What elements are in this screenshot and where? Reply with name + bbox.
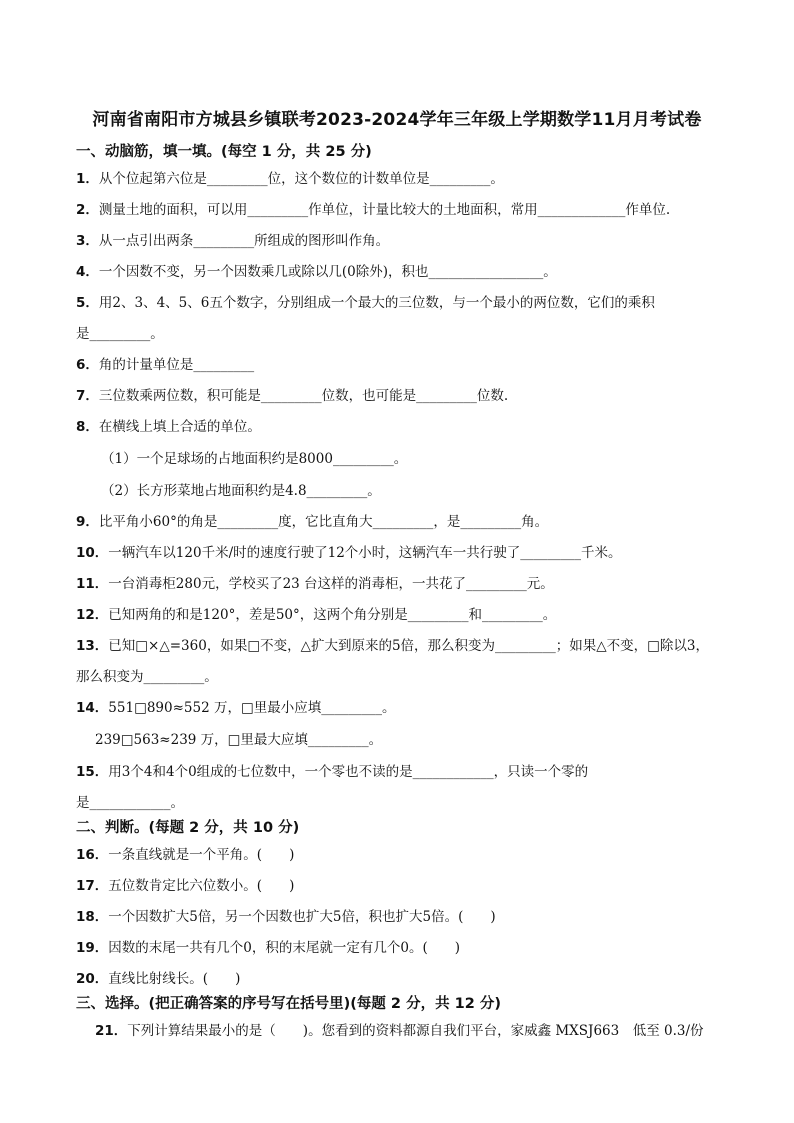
question-10 (76, 541, 622, 561)
question-text: 是_________。 (76, 326, 164, 342)
question-15 (76, 760, 588, 780)
question-text: 用2、3、4、5、6五个数字，分别组成一个最大的三位数，与一个最小的两位数，它们的乘积 (98, 295, 655, 311)
question-text: 三位数乘两位数，积可能是_________位数，也可能是_________位数. (98, 388, 509, 404)
question-text: 用3个4和4个0组成的七位数中，一个零也不读的是____________，只读一个零的 (108, 764, 589, 780)
question-number: 9． (76, 514, 99, 530)
question-15-continued (76, 791, 184, 811)
question-5-continued (76, 322, 164, 342)
question-14 (76, 696, 395, 716)
question-1 (76, 167, 504, 187)
question-17 (76, 874, 294, 894)
question-number: 7． (76, 388, 99, 404)
question-number: 3． (76, 233, 99, 249)
section-heading-judgement: 二、判断。(每题 2 分，共 10 分) (76, 820, 300, 836)
question-text: 角的计量单位是_________ (98, 357, 255, 373)
section-heading-choice: 三、选择。(把正确答案的序号写在括号里)(每题 2 分，共 12 分) (76, 996, 501, 1012)
question-number: 8． (76, 419, 99, 435)
question-21 (95, 1019, 704, 1039)
question-number: 21． (95, 1023, 128, 1039)
question-text: 一个因数不变，另一个因数乘几或除以几(0除外)，积也_________________。 (98, 264, 557, 280)
question-number: 19． (76, 940, 109, 956)
question-number: 10． (76, 545, 109, 561)
question-text: 下列计算结果最小的是（ )。您看到的资料都源自我们平台，家威鑫 MXSJ663 低至 0.3/份 (127, 1023, 704, 1039)
question-8 (76, 415, 261, 435)
question-4 (76, 260, 557, 280)
page-title: 河南省南阳市方城县乡镇联考2023-2024学年三年级上学期数学11月月考试卷 (92, 110, 702, 130)
section-heading-fill-in: 一、动脑筋，填一填。(每空 1 分，共 25 分) (76, 144, 372, 160)
question-number: 6． (76, 357, 99, 373)
question-text: 测量土地的面积，可以用_________作单位，计量比较大的土地面积，常用_____________作单位. (98, 202, 671, 218)
question-text: 五位数肯定比六位数小。( ) (108, 878, 295, 894)
question-2 (76, 198, 670, 218)
question-16 (76, 843, 294, 863)
question-number: 4． (76, 264, 99, 280)
question-13-continued (76, 665, 218, 685)
question-14-continued (95, 728, 382, 748)
question-text: 已知□×△=360，如果□不变，△扩大到原来的5倍，那么积变为_________；如果△不变，□除以3， (108, 638, 710, 654)
question-number: 17． (76, 878, 109, 894)
question-20 (76, 967, 240, 987)
question-number: 5． (76, 295, 99, 311)
question-number: 1． (76, 171, 99, 187)
question-11 (76, 572, 554, 592)
question-text: 一台消毒柜280元，学校买了23 台这样的消毒柜，一共花了_________元。 (108, 576, 554, 592)
question-number: 11． (76, 576, 109, 592)
question-text: 从个位起第六位是_________位，这个数位的计数单位是_________。 (98, 171, 504, 187)
question-13 (76, 634, 709, 654)
question-text: 从一点引出两条_________所组成的图形叫作角。 (98, 233, 390, 249)
question-text: 一个因数扩大5倍，另一个因数也扩大5倍，积也扩大5倍。( ) (108, 909, 496, 925)
question-text: 551□890≈552 万，□里最小应填_________。 (108, 700, 396, 716)
question-3 (76, 229, 389, 249)
question-text: （1）一个足球场的占地面积约是8000_________。 (101, 451, 408, 467)
question-8-part-1 (101, 447, 407, 467)
question-18 (76, 905, 496, 925)
question-number: 13． (76, 638, 109, 654)
question-number: 15． (76, 764, 109, 780)
question-number: 20． (76, 971, 109, 987)
question-text: 已知两角的和是120°，差是50°，这两个角分别是_________和_________。 (108, 607, 557, 623)
question-12 (76, 603, 556, 623)
question-number: 14． (76, 700, 109, 716)
question-8-part-2 (101, 479, 381, 499)
question-number: 16． (76, 847, 109, 863)
question-6 (76, 353, 254, 373)
question-text: 比平角小60°的角是_________度，它比直角大_________，是_________角。 (98, 514, 549, 530)
question-text: 在横线上填上合适的单位。 (98, 419, 261, 435)
question-number: 18． (76, 909, 109, 925)
question-7 (76, 384, 508, 404)
question-text: （2）长方形菜地占地面积约是4.8_________。 (101, 483, 381, 499)
question-text: 因数的末尾一共有几个0，积的末尾就一定有几个0。( ) (108, 940, 461, 956)
question-text: 直线比射线长。( ) (108, 971, 241, 987)
question-text: 那么积变为_________。 (76, 669, 218, 685)
question-19 (76, 936, 460, 956)
question-number: 2． (76, 202, 99, 218)
question-text: 是____________。 (76, 795, 184, 811)
question-text: 一条直线就是一个平角。( ) (108, 847, 295, 863)
question-text: 一辆汽车以120千米/时的速度行驶了12个小时，这辆汽车一共行驶了_________千米。 (108, 545, 622, 561)
question-9 (76, 510, 548, 530)
question-text: 239□563≈239 万，□里最大应填_________。 (95, 732, 383, 748)
question-5 (76, 291, 655, 311)
question-number: 12． (76, 607, 109, 623)
